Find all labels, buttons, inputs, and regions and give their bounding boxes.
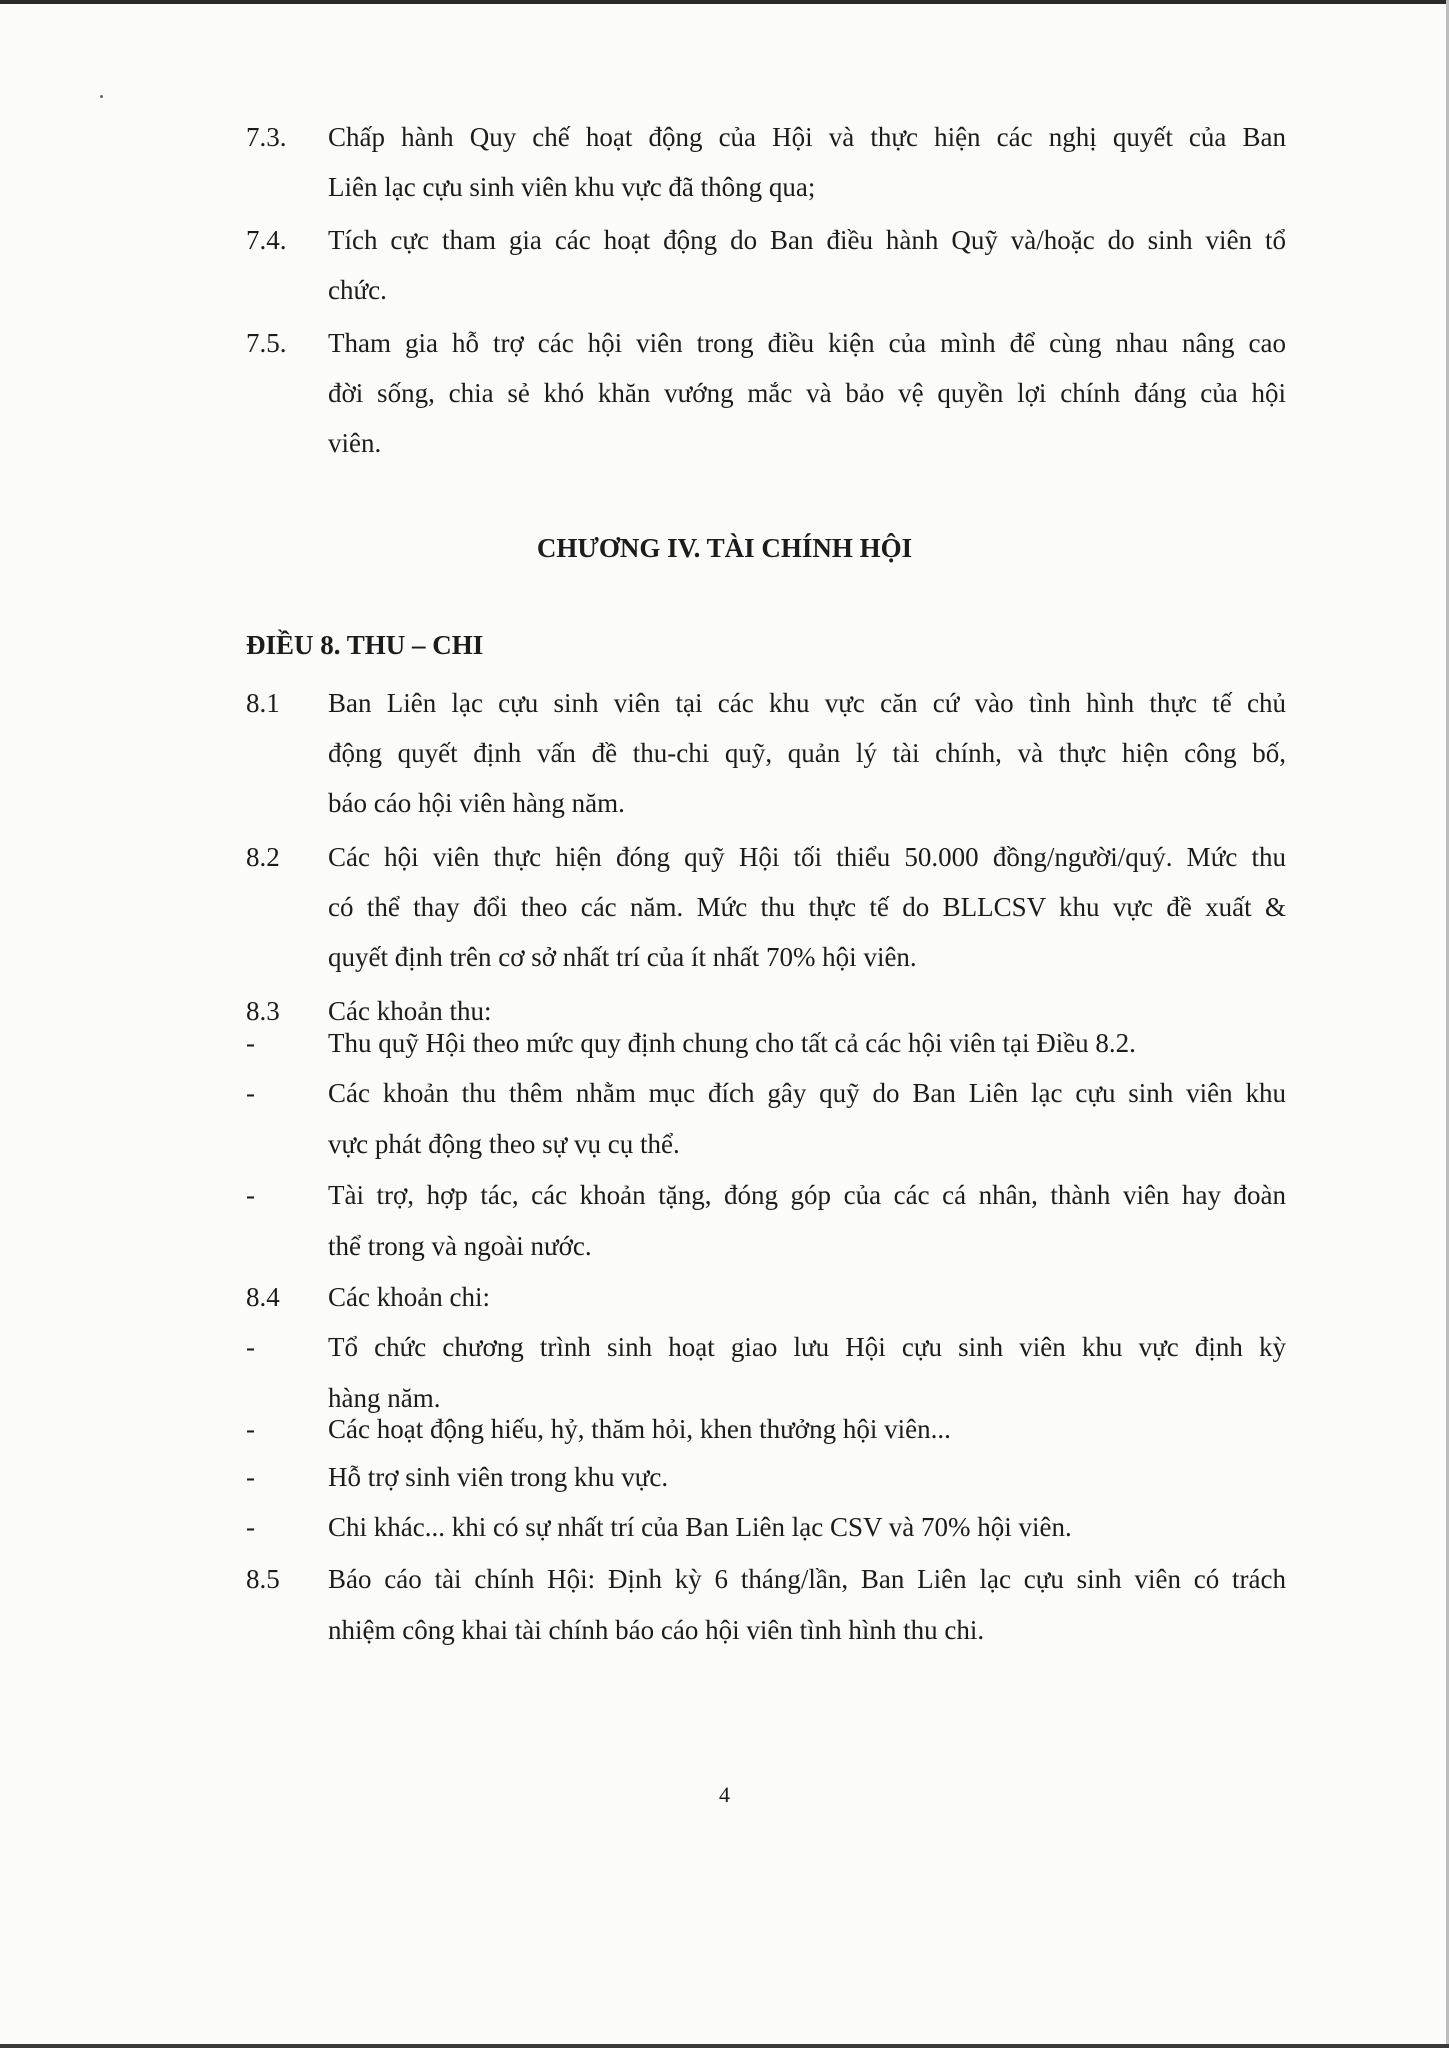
item-number: 7.5. bbox=[246, 328, 287, 358]
item-text bbox=[328, 1170, 1286, 1272]
numbered-item bbox=[246, 1554, 1286, 1656]
text-line: nhiệm công khai tài chính báo cáo hội viên tình hình thu chi. bbox=[328, 1615, 985, 1645]
numbered-item bbox=[246, 1272, 1286, 1322]
text-line: Chi khác... khi có sự nhất trí của Ban Liên lạc CSV và 70% hội viên. bbox=[328, 1512, 1072, 1542]
text-line: Liên lạc cựu sinh viên khu vực đã thông qua; bbox=[328, 172, 816, 202]
scan-top-edge bbox=[0, 0, 1449, 4]
item-text bbox=[328, 1452, 1286, 1502]
text-line: Tổ chức chương trình sinh hoạt giao lưu Hội cựu sinh viên khu vực định kỳ bbox=[328, 1332, 1286, 1362]
item-text bbox=[328, 678, 1286, 828]
bullet-item bbox=[246, 1068, 1286, 1170]
text-line: Thu quỹ Hội theo mức quy định chung cho tất cả các hội viên tại Điều 8.2. bbox=[328, 1028, 1136, 1058]
numbered-item bbox=[246, 678, 1286, 828]
text-line: Các khoản thu: bbox=[328, 996, 492, 1026]
text-line: báo cáo hội viên hàng năm. bbox=[328, 788, 625, 818]
bullet-dash: - bbox=[246, 1512, 255, 1542]
text-line: Các hội viên thực hiện đóng quỹ Hội tối thiểu 50.000 đồng/người/quý. Mức thu bbox=[328, 842, 1286, 872]
item-text bbox=[328, 1404, 1286, 1454]
item-number: 8.4 bbox=[246, 1282, 280, 1312]
item-number: 7.4. bbox=[246, 225, 287, 255]
numbered-item bbox=[246, 215, 1286, 315]
text-line: hàng năm. bbox=[328, 1383, 441, 1413]
text-line: Tích cực tham gia các hoạt động do Ban điều hành Quỹ và/hoặc do sinh viên tổ bbox=[328, 225, 1286, 255]
item-number: 8.1 bbox=[246, 688, 280, 718]
bullet-dash: - bbox=[246, 1414, 255, 1444]
bullet-dash: - bbox=[246, 1332, 255, 1362]
bullet-dash: - bbox=[246, 1462, 255, 1492]
text-line: vực phát động theo sự vụ cụ thể. bbox=[328, 1129, 680, 1159]
bullet-dash: - bbox=[246, 1028, 255, 1058]
item-number: 8.2 bbox=[246, 842, 280, 872]
bullet-item bbox=[246, 1502, 1286, 1552]
bullet-item bbox=[246, 1170, 1286, 1272]
numbered-item bbox=[246, 832, 1286, 982]
chapter-title: CHƯƠNG IV. TÀI CHÍNH HỘI bbox=[536, 533, 913, 563]
text-line: quyết định trên cơ sở nhất trí của ít nhất 70% hội viên. bbox=[328, 942, 917, 972]
text-line: chức. bbox=[328, 275, 387, 305]
item-text bbox=[328, 1018, 1286, 1068]
text-line: Tài trợ, hợp tác, các khoản tặng, đóng góp của các cá nhân, thành viên hay đoàn bbox=[328, 1180, 1286, 1210]
bullet-item bbox=[246, 1404, 1286, 1454]
item-text bbox=[328, 318, 1286, 468]
item-text bbox=[328, 1272, 1286, 1322]
text-line: thể trong và ngoài nước. bbox=[328, 1231, 592, 1261]
page-number: 4 bbox=[719, 1782, 730, 1807]
text-line: Báo cáo tài chính Hội: Định kỳ 6 tháng/lần, Ban Liên lạc cựu sinh viên có trách bbox=[328, 1564, 1286, 1594]
item-text bbox=[328, 1554, 1286, 1656]
item-text bbox=[328, 1502, 1286, 1552]
numbered-item bbox=[246, 112, 1286, 212]
text-line: Ban Liên lạc cựu sinh viên tại các khu vực căn cứ vào tình hình thực tế chủ bbox=[328, 688, 1286, 718]
item-number: 8.5 bbox=[246, 1564, 280, 1594]
bullet-item bbox=[246, 1452, 1286, 1502]
scan-speck bbox=[100, 95, 103, 98]
article-title: ĐIỀU 8. THU – CHI bbox=[246, 630, 484, 660]
text-line: Chấp hành Quy chế hoạt động của Hội và thực hiện các nghị quyết của Ban bbox=[328, 122, 1286, 152]
text-line: động quyết định vấn đề thu-chi quỹ, quản lý tài chính, và thực hiện công bố, bbox=[328, 738, 1286, 768]
text-line: Các khoản thu thêm nhằm mục đích gây quỹ do Ban Liên lạc cựu sinh viên khu bbox=[328, 1078, 1286, 1108]
text-line: có thể thay đổi theo các năm. Mức thu thực tế do BLLCSV khu vực đề xuất & bbox=[328, 892, 1286, 922]
scan-bottom-edge bbox=[0, 2044, 1449, 2048]
bullet-item bbox=[246, 1018, 1286, 1068]
bullet-dash: - bbox=[246, 1180, 255, 1210]
item-text bbox=[328, 832, 1286, 982]
item-number: 7.3. bbox=[246, 122, 287, 152]
item-text bbox=[328, 215, 1286, 315]
text-line: viên. bbox=[328, 428, 382, 458]
text-line: Các hoạt động hiếu, hỷ, thăm hỏi, khen thưởng hội viên... bbox=[328, 1414, 951, 1444]
text-line: đời sống, chia sẻ khó khăn vướng mắc và bảo vệ quyền lợi chính đáng của hội bbox=[328, 378, 1286, 408]
item-text bbox=[328, 1068, 1286, 1170]
text-line: Các khoản chi: bbox=[328, 1282, 490, 1312]
text-line: Hỗ trợ sinh viên trong khu vực. bbox=[328, 1462, 669, 1492]
text-line: Tham gia hỗ trợ các hội viên trong điều kiện của mình để cùng nhau nâng cao bbox=[328, 328, 1286, 358]
bullet-dash: - bbox=[246, 1078, 255, 1108]
numbered-item bbox=[246, 318, 1286, 468]
item-text bbox=[328, 112, 1286, 212]
item-number: 8.3 bbox=[246, 996, 280, 1026]
